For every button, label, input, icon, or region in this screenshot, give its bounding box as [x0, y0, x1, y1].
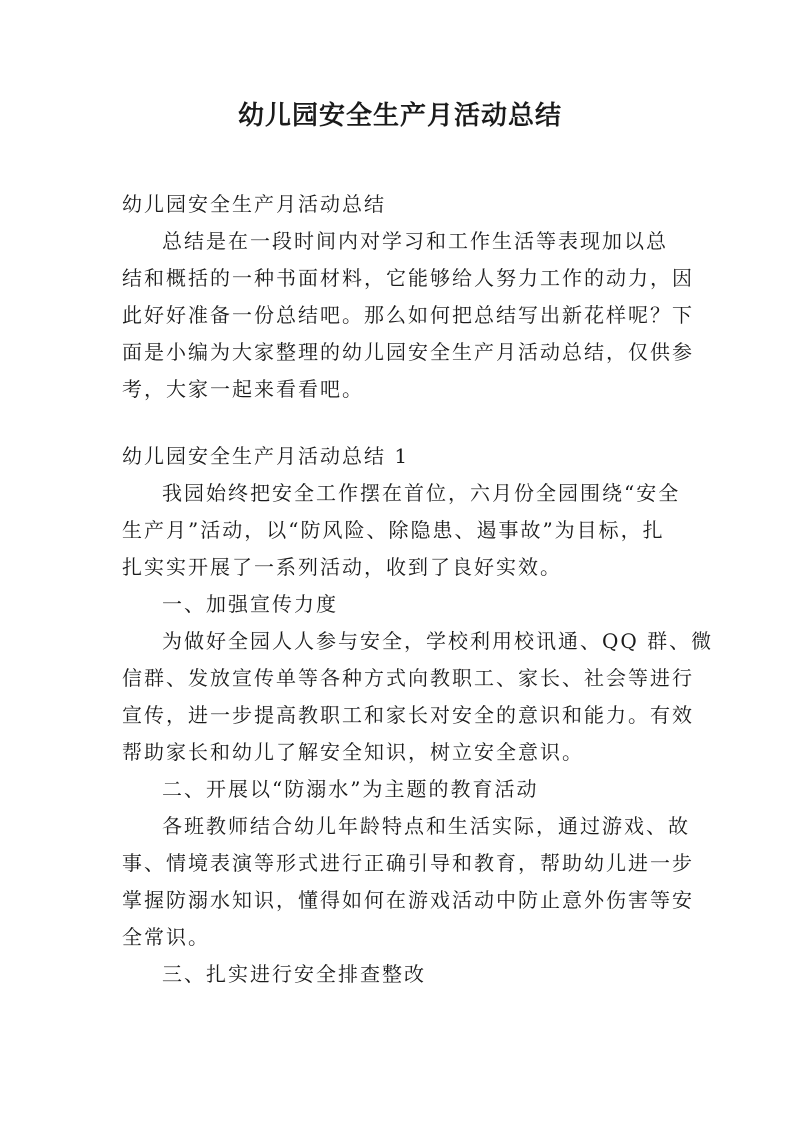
- item-paragraph-1: [122, 623, 714, 771]
- document-body: [122, 186, 714, 993]
- section-line: 我园始终把安全工作摆在首位，六月份全园围绕“安全: [162, 481, 681, 505]
- item-line: 为做好全园人人参与安全，学校利用校讯通、QQ 群、微: [162, 629, 714, 653]
- document-title: 幼儿园安全生产月活动总结: [237, 101, 562, 131]
- item-line: 掌握防溺水知识，懂得如何在游戏活动中防止意外伤害等安: [122, 888, 694, 912]
- item-line: 宣传，进一步提高教职工和家长对安全的意识和能力。有效: [122, 703, 694, 727]
- item-line: 各班教师结合幼儿年龄特点和生活实际，通过游戏、故: [162, 814, 690, 838]
- intro-line: 面是小编为大家整理的幼儿园安全生产月活动总结，仅供参: [122, 340, 694, 364]
- item-heading-2: 二、开展以“防溺水”为主题的教育活动: [162, 777, 539, 801]
- intro-paragraph: [122, 223, 694, 408]
- item-line: 帮助家长和幼儿了解安全知识，树立安全意识。: [122, 740, 584, 764]
- section-line: 生产月”活动，以“防风险、除隐患、遏事故”为目标，扎: [122, 518, 665, 542]
- item-line: 事、情境表演等形式进行正确引导和教育，帮助幼儿进一步: [122, 851, 694, 875]
- section-line: 扎实实开展了一系列活动，收到了良好实效。: [122, 555, 562, 579]
- item-paragraph-2: [122, 808, 694, 956]
- document-subtitle: 幼儿园安全生产月活动总结: [122, 192, 386, 216]
- item-heading-3: 三、扎实进行安全排查整改: [162, 962, 426, 986]
- paragraph-gap: [122, 408, 682, 438]
- intro-line: 结和概括的一种书面材料，它能够给人努力工作的动力，因: [122, 266, 694, 290]
- section-heading: 幼儿园安全生产月活动总结 1: [122, 444, 410, 468]
- item-heading-1: 一、加强宣传力度: [162, 592, 338, 616]
- item-line: 全常识。: [122, 925, 210, 949]
- intro-line: 考，大家一起来看看吧。: [122, 377, 364, 401]
- intro-line: 此好好准备一份总结吧。那么如何把总结写出新花样呢？下: [122, 303, 694, 327]
- intro-line: 总结是在一段时间内对学习和工作生活等表现加以总: [162, 229, 668, 253]
- item-line: 信群、发放宣传单等各种方式向教职工、家长、社会等进行: [122, 666, 694, 690]
- section-paragraph: [122, 475, 682, 586]
